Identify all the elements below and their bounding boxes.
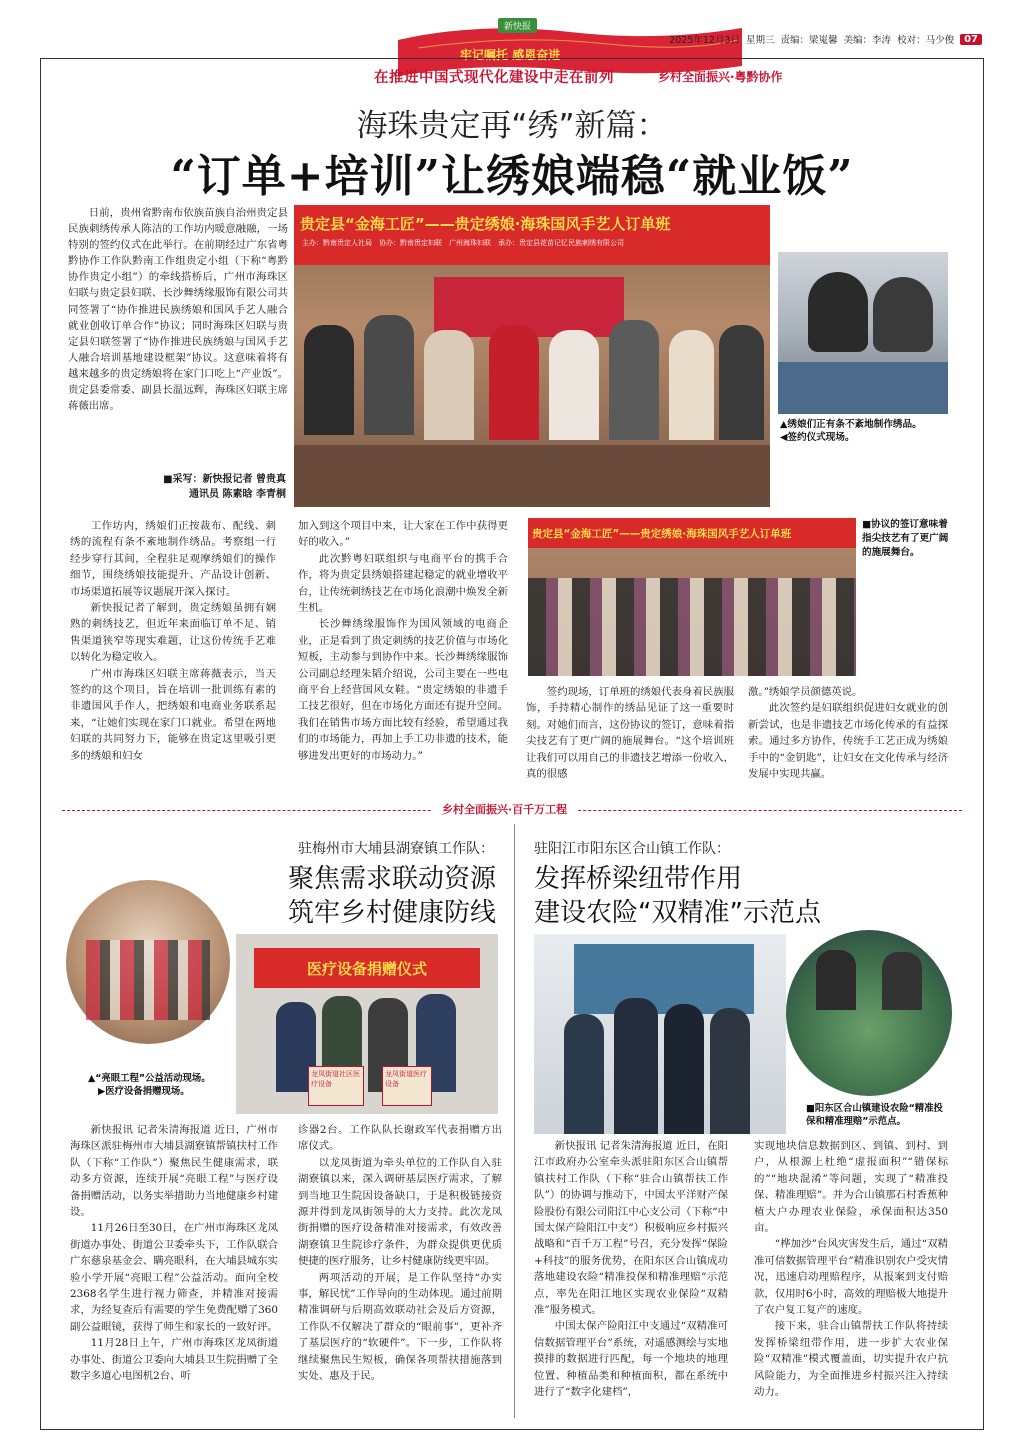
right-story-kicker: 驻阳江市阳东区合山镇工作队：: [534, 841, 730, 857]
insurance-visit-photo: [534, 934, 786, 1134]
left-col2-p2: 以龙凤街道为牵头单位的工作队自入驻湖寮镇以来，深入调研基层医疗需求，了解到当地卫生院因设备缺口，于是积极链接资源并得到龙凤街领导的大力支持。此次龙凤街捐赠的医疗设备精准对接需求，有效改善湖寮镇卫生院诊疗条件，为群众提供更优质便捷的医疗服务，让乡村健康防线更牢固。: [298, 1156, 502, 1268]
side-photo-caption: [780, 418, 950, 444]
lead-col4-p2: 此次签约是妇联组织促进妇女就业的创新尝试，也是非遗技艺市场化传承的有益探索。通过多方协作，传统手工艺正成为绣娘手中的“金钥匙”，让妇女在文化传承与经济发展中实现共赢。: [748, 702, 948, 781]
photo-banner: [294, 205, 770, 265]
lead-col-4: [748, 684, 948, 781]
left-caption-2: ▶医疗设备捐赠现场。: [98, 1086, 190, 1097]
equipment-donation-photo: [236, 934, 498, 1114]
header-meta: [669, 32, 982, 46]
designer-credit: 美编：李涛: [843, 35, 892, 46]
right-story-caption: ■阳东区合山镇建设农险“精准投保和精准理赔”示范点。: [806, 1103, 943, 1127]
embroidery-work-photo: [778, 252, 948, 414]
lead-col-1: [70, 518, 276, 762]
page-number: 07: [960, 34, 982, 45]
right-story-col-2: [754, 1138, 948, 1418]
lead-col1-p1: 工作坊内，绣娘们正按裁布、配线、刺绣的流程有条不紊地制作绣品。考察组一行经步穿行其间，全程驻足观摩绣娘们的操作细节，围绕绣娘技能提升、产品设计创新、市场渠道拓展等议题展开深入探讨。: [70, 520, 276, 598]
photo2-banner: 贵定县“金海工匠”——贵定绣娘·海珠国风手艺人订单班: [528, 518, 856, 548]
donation-box-1: 龙凤街道社区医疗设备: [308, 1066, 364, 1106]
left-col2-p3: 两项活动的开展，是工作队坚持“办实事，解民忧”工作导向的生动体现。通过前期精准调研与后期高效联动社会及后方资源，工作队不仅解决了群众的“眼前事”，更补齐了基层医疗的“软硬件”。下一步，工作队将继续聚焦民生短板，确保各项帮扶措施落到实处、惠及于民。: [298, 1271, 502, 1383]
donation-box-2: 龙凤街道医疗设备: [382, 1066, 432, 1106]
right-col1-p2: 中国太保产险阳江中支通过“双精准可信数据管理平台”系统，对遥感测绘与实地摸排的数据进行匹配，每一个地块的地理位置、种植品类和种植面积，都在系统中进行了“数字化建档”，: [534, 1320, 728, 1399]
lead-intro-text: 日前，贵州省黔南布依族苗族自治州贵定县民族刺绣传承人陈洁的工作坊内暖意融融，一场特别的签约仪式在此举行。在前期经过广东省粤黔协作工作队黔南工作组贵定小组（下称“粤黔协作贵定小组”）的牵线搭桥后，广州市海珠区妇联与贵定县妇联、长沙舞绣缘服饰有限公司共同签署了“协作推进民族绣娘和国风手艺人融合就业创收订单合作”协议；同时海珠区妇联与贵定县妇联签署了“协作推进民族绣娘与国风手艺人融合培训基地建设框架”协议。这意味着将有越来越多的贵定绣娘将在家门口吃上“产业饭”。贵定县委常委、副县长温远辉，海珠区妇联主席蒋薇出席。: [68, 207, 288, 413]
issue-weekday: 星期三: [746, 35, 775, 46]
left-story-headline-2: 筑牢乡村健康防线: [287, 898, 496, 928]
signing-ceremony-photo: [294, 205, 770, 507]
right-col1-p1: 新快报讯 记者朱清海报道 近日，在阳江市政府办公室牵头派驻阳东区合山镇帮镇扶村工作队（下称“驻合山镇帮扶工作队”）的协调与推动下，中国太平洋财产保险股份有限公司阳江中心支公司（下称“中国太保产险阳江中支”）积极响应乡村振兴战略和“百千万工程”号召，充分发挥“保险+科技”的服务优势，在阳东区合山镇成功落地建设农险“精准投保和精准理赔”示范点，率先在阳江地区实现农业保险“双精准”服务模式。: [534, 1140, 728, 1317]
eye-screening-photo: [66, 880, 230, 1044]
right-story-headline-2: 建设农险“双精准”示范点: [534, 898, 821, 928]
lead-col2-p2: 此次黔粤妇联组织与电商平台的携手合作，将为贵定县绣娘搭建起稳定的就业增收平台，让传统刺绣技艺在市场化浪潮中焕发全新生机。: [298, 552, 508, 615]
donation-banner: 医疗设备捐赠仪式: [254, 948, 480, 988]
byline-label: ■采写：: [163, 474, 203, 485]
editor-credit: 责编：梁嵬馨: [780, 35, 838, 46]
banner-main-title: 在推进中国式现代化建设中走在前列: [374, 70, 614, 86]
left-col1-p3: 11月28日上午，广州市海珠区龙凤街道办事处、街道公卫委向大埔县卫生院捐赠了全数字多道心电图机2台、听: [70, 1337, 278, 1383]
sand-table-photo: [786, 930, 952, 1096]
trainees-group-photo: [528, 518, 856, 676]
left-col1-p1: [70, 1122, 278, 1220]
byline: [152, 472, 286, 502]
left-caption-1: ▲“亮眼工程”公益活动现场。: [88, 1073, 211, 1084]
right-story-col-1: [534, 1138, 728, 1418]
column-tag: 新快报: [498, 18, 537, 33]
left-story-kicker: 驻梅州市大埔县湖寮镇工作队：: [298, 841, 494, 857]
right-col2-p1: 实现地块信息数据到区、到镇、到村、到户，从根源上杜绝“虚报面积”“错保标的”“地块混淆”等问题，实现了“精准投保、精准理赔”。并为合山镇那石村香蕉种植大户办理农业保险，承保面积达350亩。: [754, 1140, 948, 1235]
lead-col2-p1: 加入到这个项目中来，让大家在工作中获得更好的收入。”: [298, 520, 508, 549]
left-col2-p1: 诊器2台。工作队队长谢政军代表捐赠方出席仪式。: [298, 1124, 502, 1153]
lead-col1-p3: 广州市海珠区妇联主席蒋薇表示，当天签约的这个项目，旨在培训一批训练有素的非遗国风手作人，把绣娘和电商业务联系起来，“让她们实现在家门口就业。希望在两地妇联的共同努力下，能够在贵定这里吸引更多的绣娘和妇女: [70, 667, 276, 762]
left-col1-p1-text: 新快报讯 记者朱清海报道 近日，广州市海珠区派驻梅州市大埔县湖寮镇帮镇扶村工作队（下称“工作队”）聚焦民生健康需求，联动多方资源，连续开展“亮眼工程”与医疗设备捐赠活动，以务实举措助力当地健康乡村建设。: [70, 1124, 278, 1219]
side-caption-1: ▲绣娘们正有条不紊地制作绣品。: [780, 419, 922, 430]
banner-slogan-b: 感恩奋进: [512, 48, 561, 62]
lead-col1-p2: 新快报记者了解到，贵定绣娘虽拥有娴熟的刺绣技艺，但近年来面临订单不足、销售渠道狭窄等现实难题，让这份传统手艺难以转化为稳定收入。: [70, 602, 276, 664]
left-col1-p2: 11月26日至30日，在广州市海珠区龙凤街道办事处、街道公卫委牵头下，工作队联合广东慈泉基金会、瞒亮眼科，在大埔县城东实验小学开展“亮眼工程”公益活动。面向全校2368名学生进行视力筛查，并精准对接需求，为经复查后有需要的学生免费配赠了360副公益眼镜，获得了师生和家长的一致好评。: [70, 1222, 278, 1333]
lead-col-3: [526, 684, 734, 781]
lead-kicker: 海珠贵定再“绣”新篇：: [356, 108, 668, 144]
side-caption-2: ◀签约仪式现场。: [780, 432, 855, 443]
issue-date: 2025年12月3日: [669, 35, 741, 46]
lead-col3-p1: 签约现场，订单班的绣娘代表身着民族服饰，手持精心制作的绣品见证了这一重要时刻。对她们而言，这份协议的签订，意味着指尖技艺有了更广阔的施展舞台。“这个培训班让我们可以用自己的非遗技艺增添一份收入，真的很感: [526, 686, 734, 781]
byline-correspondents: 通讯员 陈素晗 李青桐: [189, 489, 286, 500]
lead-headline: “订单+培训”让绣娘端稳“就业饭”: [170, 151, 854, 202]
left-story-col-1: [70, 1122, 278, 1418]
photo-banner-sub: 主办：黔南贵定人社局 协办：黔南贵定妇联 广州海珠妇联 承办：贵定县花苗记忆民族刺绣有限公司: [302, 239, 624, 247]
left-story-headline-1: 聚焦需求联动资源: [287, 864, 496, 894]
lead-col2-p3: 长沙舞绣缘服饰作为国风领域的电商企业，正是看到了贵定刺绣的技艺价值与市场化短板，主动参与到协作中来。长沙舞绣缘服饰公司副总经理朱韬介绍说，公司主要在一些电商平台上经营国风女鞋。“贵定绣娘的非遗手工技艺很好，但在市场化方面还有提升空间。我们在销售市场方面比较有经验，希望通过我们的市场能力，再加上手工功非遗的技术，能够进发出更好的市场动力。”: [298, 618, 508, 762]
proof-credit: 校对：马少俊: [897, 35, 955, 46]
banner-subtitle: 乡村全面振兴·粤黔协作: [658, 70, 783, 84]
section-divider: 乡村全面振兴·百千万工程: [432, 801, 577, 817]
byline-reporter: 新快报记者 曾贵真: [202, 474, 286, 485]
column-separator: [514, 824, 515, 1418]
left-story-captions: [88, 1072, 238, 1098]
lead-col4-p1: 激。”绣娘学员颜德英说。: [748, 686, 863, 698]
right-col2-p3: 接下来，驻合山镇帮扶工作队将持续发挥桥梁纽带作用，进一步扩大农业保险“双精准”模式覆盖面，切实提升农户抗风险能力，为全面推进乡村振兴注入持续动力。: [754, 1320, 948, 1399]
right-story-headline-1: 发挥桥梁纽带作用: [534, 864, 743, 894]
photo-people-row: [294, 315, 770, 507]
banner-slogan-a: 牢记嘱托: [460, 48, 509, 62]
right-col2-p2: “桦加沙”台风灾害发生后，通过“双精准可信数据管理平台”精准识别农户受灾情况，迅速启动理赔程序，从报案到支付赔款，仅用时6小时，高效的理赔极大地提升了农户复工复产的速度。: [754, 1238, 948, 1317]
photo-banner-title: 贵定县“金海工匠”——贵定绣娘·海珠国风手艺人订单班: [300, 215, 671, 233]
lead-col-2: [298, 518, 508, 762]
lead-intro: [68, 205, 288, 445]
left-story-col-2: [298, 1122, 502, 1418]
photo2-caption: ■协议的签订意味着指尖技艺有了更广阔的施展舞台。: [862, 519, 949, 558]
